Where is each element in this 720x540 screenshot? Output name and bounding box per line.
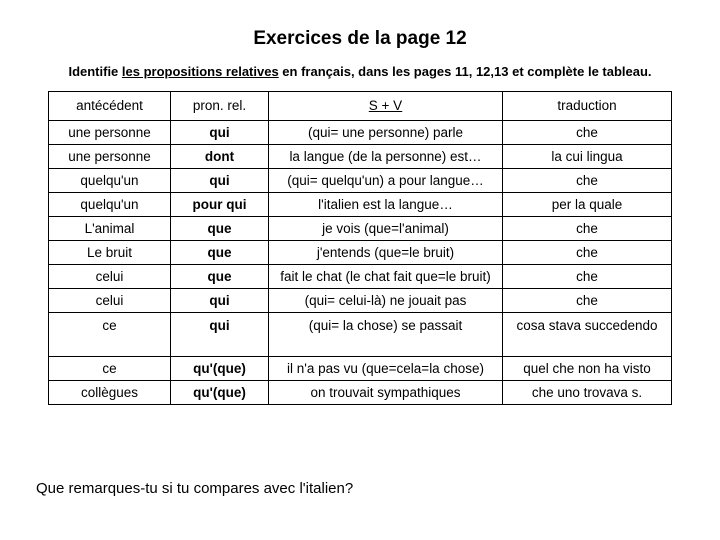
cell-sv: (qui= une personne) parle <box>269 121 503 145</box>
cell-traduction: che <box>503 169 672 193</box>
page-title: Exercices de la page 12 <box>253 28 467 49</box>
cell-traduction: la cui lingua <box>503 145 672 169</box>
table-row <box>49 121 672 145</box>
cell-pron-rel: que <box>171 265 269 289</box>
table-row <box>49 289 672 313</box>
cell-sv: je vois (que=l'animal) <box>269 217 503 241</box>
cell-pron-rel: dont <box>171 145 269 169</box>
cell-sv: (qui= quelqu'un) a pour langue… <box>269 169 503 193</box>
cell-pron-rel: que <box>171 241 269 265</box>
cell-pron-rel: qui <box>171 169 269 193</box>
cell-pron-rel: qu'(que) <box>171 381 269 405</box>
instruction <box>0 64 720 79</box>
cell-pron-rel: qu'(que) <box>171 357 269 381</box>
cell-pron-rel: pour qui <box>171 193 269 217</box>
cell-traduction: quel che non ha visto <box>503 357 672 381</box>
table-row <box>49 145 672 169</box>
cell-traduction: cosa stava succedendo <box>503 313 672 357</box>
cell-antecedent: quelqu'un <box>49 193 171 217</box>
table-row <box>49 357 672 381</box>
cell-antecedent: celui <box>49 289 171 313</box>
cell-sv: (qui= celui-là) ne jouait pas <box>269 289 503 313</box>
header-antecedent: antécédent <box>49 92 171 121</box>
question: Que remarques-tu si tu compares avec l'italien? <box>36 480 354 497</box>
cell-antecedent: Le bruit <box>49 241 171 265</box>
table-row <box>49 381 672 405</box>
table-header-row <box>49 92 672 121</box>
cell-traduction: che uno trovava s. <box>503 381 672 405</box>
header-sv: S + V <box>269 92 503 121</box>
table-row <box>49 169 672 193</box>
table-row <box>49 193 672 217</box>
cell-sv: l'italien est la langue… <box>269 193 503 217</box>
cell-sv: il n'a pas vu (que=cela=la chose) <box>269 357 503 381</box>
cell-traduction: per la quale <box>503 193 672 217</box>
cell-sv: fait le chat (le chat fait que=le bruit) <box>269 265 503 289</box>
relative-clauses-table <box>48 91 672 405</box>
cell-sv: on trouvait sympathiques <box>269 381 503 405</box>
cell-traduction: che <box>503 241 672 265</box>
header-pron-rel: pron. rel. <box>171 92 269 121</box>
cell-sv: la langue (de la personne) est… <box>269 145 503 169</box>
instruction-part2: les propositions relatives <box>121 64 279 79</box>
cell-antecedent: quelqu'un <box>49 169 171 193</box>
cell-traduction: che <box>503 265 672 289</box>
cell-antecedent: une personne <box>49 121 171 145</box>
instruction-part1: Identifie <box>68 64 122 79</box>
cell-pron-rel: qui <box>171 313 269 357</box>
cell-traduction: che <box>503 217 672 241</box>
cell-pron-rel: que <box>171 217 269 241</box>
cell-sv: j'entends (que=le bruit) <box>269 241 503 265</box>
cell-antecedent: collègues <box>49 381 171 405</box>
table-row <box>49 265 672 289</box>
cell-traduction: che <box>503 289 672 313</box>
cell-antecedent: celui <box>49 265 171 289</box>
header-traduction: traduction <box>503 92 672 121</box>
cell-antecedent: ce <box>49 313 171 357</box>
table-row <box>49 313 672 357</box>
table-row <box>49 241 672 265</box>
cell-antecedent: une personne <box>49 145 171 169</box>
cell-sv: (qui= la chose) se passait <box>269 313 503 357</box>
cell-pron-rel: qui <box>171 121 269 145</box>
cell-antecedent: ce <box>49 357 171 381</box>
cell-antecedent: L'animal <box>49 217 171 241</box>
cell-traduction: che <box>503 121 672 145</box>
cell-pron-rel: qui <box>171 289 269 313</box>
table-row <box>49 217 672 241</box>
instruction-part3: en français, dans les pages 11, 12,13 et complète le tableau. <box>278 64 652 79</box>
